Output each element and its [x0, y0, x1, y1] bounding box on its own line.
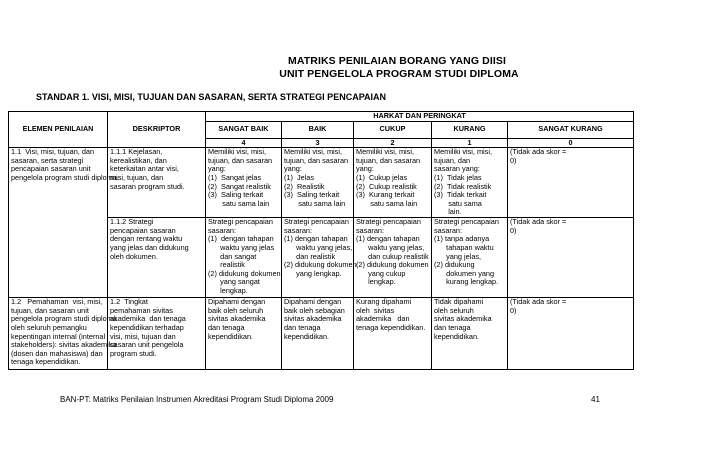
cell-line: 0) [510, 155, 517, 165]
cell-line: pencapaian sasaran unit [11, 164, 91, 174]
cell-line: Strategi pencapaian [356, 217, 421, 227]
score-2: 2 [354, 138, 432, 148]
score-3: 3 [282, 138, 354, 148]
cell-line: tujuan, dan [434, 155, 471, 165]
cell-line: (2) Cukup realistik [356, 181, 417, 191]
cell-line: 1.1.2 Strategi [110, 217, 154, 227]
cell-line: Dipahami dengan [208, 297, 266, 307]
page-number: 41 [591, 395, 600, 404]
cukup-cell [354, 218, 432, 298]
cell-line: yang lengkap. [284, 268, 342, 278]
cell-line: waktu yang jelas, [356, 242, 425, 252]
cell-line: dokumen yang [434, 268, 495, 278]
cell-line: (1) Jelas [284, 172, 315, 182]
document-title-line2: UNIT PENGELOLA PROGRAM STUDI DIPLOMA [279, 68, 519, 80]
assessment-matrix-table [8, 111, 634, 370]
kurang-cell [432, 218, 508, 298]
header-harkat-peringkat: HARKAT DAN PERINGKAT [206, 112, 634, 122]
cell-line: tenaga kependidikan. [11, 357, 81, 367]
cell-line: oleh dokumen. [110, 251, 158, 261]
header-deskriptor: DESKRIPTOR [108, 112, 206, 148]
cell-line: yang cukup [356, 268, 406, 278]
cell-line: (3) Tidak terkait [434, 190, 487, 200]
cell-line: 1.2 Pemahaman visi, misi, [11, 297, 103, 307]
cell-line: oleh seluruh pemangku [11, 322, 87, 332]
cell-line: kependidikan. [208, 331, 254, 341]
deskriptor-cell [108, 298, 206, 370]
cell-line: kependidikan. [434, 331, 480, 341]
cukup-cell [354, 298, 432, 370]
header-level-kurang: KURANG [432, 121, 508, 138]
cell-line: (3) Saling terkait [208, 190, 264, 200]
cell-line: dengan rentang waktu [110, 234, 183, 244]
cell-line: pengelola program studi diploma. [11, 172, 119, 182]
cell-line: dan tenaga [284, 322, 321, 332]
deskriptor-cell [108, 218, 206, 298]
cell-line: dan realistik [284, 251, 336, 261]
header-level-cukup: CUKUP [354, 121, 432, 138]
kurang-cell [432, 148, 508, 218]
standard-subtitle: STANDAR 1. VISI, MISI, TUJUAN DAN SASARAN, SERTA STRATEGI PENCAPAIAN [36, 92, 387, 102]
cell-line: Memiliki visi, misi, [208, 147, 266, 157]
score-0: 0 [508, 138, 634, 148]
cell-line: tujuan, dan sasaran [356, 155, 421, 165]
cell-line: (2) Tidak realistik [434, 181, 492, 191]
cell-line: sasaran yang: [434, 164, 480, 174]
cell-line: (dosen dan mahasiswa) dan [11, 348, 103, 358]
cell-line: 1.2 Tingkat [110, 297, 148, 307]
cell-line: Strategi pencapaian [284, 217, 349, 227]
sangat-baik-cell [206, 148, 282, 218]
cell-line: satu sama lain [356, 198, 418, 208]
cell-line: baik oleh sebagian [284, 305, 345, 315]
sangat-baik-cell [206, 298, 282, 370]
cell-line: (Tidak ada skor = [510, 147, 567, 157]
cell-line: dan tenaga [208, 322, 245, 332]
cell-line: kependidikan terhadap [110, 322, 184, 332]
cell-line: satu sama lain [284, 198, 346, 208]
table-row [9, 298, 634, 370]
cell-line: sivitas akademika [284, 314, 342, 324]
cell-line: (1) Tidak jelas [434, 172, 482, 182]
cell-line: lain. [434, 207, 462, 217]
cell-line: dan cukup realistik [356, 251, 429, 261]
cell-line: yang jelas dan didukung [110, 242, 189, 252]
cell-line: (1) tanpa adanya [434, 234, 490, 244]
cell-line: (2) didukung dokumen [284, 260, 357, 270]
cell-line: yang: [356, 164, 374, 174]
cell-line: (3) Kurang terkait [356, 190, 415, 200]
cell-line: kurang lengkap. [434, 277, 499, 287]
deskriptor-cell [108, 148, 206, 218]
score-1: 1 [432, 138, 508, 148]
cell-line: sasaran, serta strategi [11, 155, 84, 165]
baik-cell [282, 298, 354, 370]
baik-cell [282, 148, 354, 218]
cell-line: tahapan waktu [434, 242, 494, 252]
cell-line: visi, misi, tujuan dan [110, 331, 176, 341]
cell-line: 1.1.1 Kejelasan, [110, 147, 163, 157]
cell-line: sivitas akademika [434, 314, 492, 324]
cell-line: 1.1 Visi, misi, tujuan, dan [11, 147, 95, 157]
cell-line: (1) Sangat jelas [208, 172, 262, 182]
cell-line: Tidak dipahami [434, 297, 484, 307]
cell-line: waktu yang jelas, [284, 242, 353, 252]
cell-line: pengelola program studi diploma [11, 314, 117, 324]
cell-line: (2) didukung dokumen [208, 268, 281, 278]
cell-line: waktu yang jelas [208, 242, 275, 252]
elemen-cell [9, 297, 117, 370]
header-level-sangat-baik: SANGAT BAIK [206, 121, 282, 138]
cell-line: tenaga kependidikan. [356, 322, 426, 332]
document-title-line1: MATRIKS PENILAIAN BORANG YANG DIISI [288, 55, 506, 67]
cell-line: yang sangat [208, 277, 260, 287]
cell-line: oleh seluruh [434, 305, 474, 315]
sangat-kurang-cell [508, 148, 634, 218]
cell-line: sivitas akademika [208, 314, 266, 324]
cell-line: (2) didukung dokumen [356, 260, 429, 270]
header-level-sangat-kurang: SANGAT KURANG [508, 121, 634, 138]
cell-line: sasaran: [434, 225, 462, 235]
cell-line: (1) dengan tahapan [284, 234, 348, 244]
cell-line: kepentingan internal (internal [11, 331, 106, 341]
cell-line: (Tidak ada skor = [510, 217, 567, 227]
cell-line: sasaran: [284, 225, 312, 235]
cell-line: (2) didukung [434, 260, 475, 270]
cell-line: satu sama lain [208, 198, 270, 208]
header-elemen-penilaian: ELEMEN PENILAIAN [9, 112, 108, 148]
cell-line: (3) Saling terkait [284, 190, 340, 200]
cell-line: stakeholders): sivitas akademika [11, 340, 117, 350]
cell-line: tujuan, dan sasaran [208, 155, 273, 165]
cell-line: kerealistikan, dan [110, 155, 167, 165]
score-4: 4 [206, 138, 282, 148]
cell-line: lengkap. [356, 277, 396, 287]
table-row [9, 148, 634, 218]
cell-line: baik oleh seluruh [208, 305, 264, 315]
cell-line: realistik [208, 260, 245, 270]
cell-line: oleh sivitas [356, 305, 395, 315]
cell-line: dan sangat [208, 251, 257, 261]
sangat-baik-cell [206, 218, 282, 298]
cell-line: pencapaian sasaran [110, 225, 176, 235]
cell-line: sasaran unit pengelola [110, 340, 184, 350]
cell-line: sasaran: [208, 225, 236, 235]
cell-line: keterkaitan antar visi, [110, 164, 179, 174]
cell-line: satu sama [434, 198, 482, 208]
kurang-cell [432, 298, 508, 370]
cell-line: yang: [284, 164, 302, 174]
cell-line: Dipahami dengan [284, 297, 342, 307]
cell-line: tujuan, dan sasaran unit [11, 305, 89, 315]
baik-cell [282, 217, 357, 298]
cell-line: sasaran: [356, 225, 384, 235]
cell-line: tujuan, dan sasaran [284, 155, 349, 165]
cell-line: (1) dengan tahapan [208, 234, 274, 244]
cell-line: yang jelas, [434, 251, 482, 261]
cell-line: Memiliki visi, misi, [284, 147, 342, 157]
cell-line: (1) dengan tahapan [356, 234, 420, 244]
cell-line: (1) Cukup jelas [356, 172, 408, 182]
cell-line: (2) Sangat realistik [208, 181, 271, 191]
cell-line: pemahaman sivitas [110, 305, 173, 315]
sangat-kurang-cell [508, 298, 634, 370]
cell-line: dan tenaga [434, 322, 471, 332]
cell-line: (2) Realistik [284, 181, 325, 191]
cell-line: Kurang dipahami [356, 297, 412, 307]
cell-line: Strategi pencapaian [434, 217, 499, 227]
cell-line: Memiliki visi, misi, [434, 147, 492, 157]
cell-line: 0) [510, 305, 517, 315]
sangat-kurang-cell [508, 218, 634, 298]
cell-line: misi, tujuan, dan [110, 172, 164, 182]
cell-line: program studi. [110, 348, 157, 358]
cell-line: Memiliki visi, misi, [356, 147, 414, 157]
cell-line: akademika dan [356, 314, 410, 324]
cukup-cell [354, 148, 432, 218]
cell-line: lengkap. [208, 285, 248, 295]
cell-line: 0) [510, 225, 517, 235]
elemen-cell [9, 147, 119, 298]
page-footer: BAN-PT: Matriks Penilaian Instrumen Akreditasi Program Studi Diploma 2009 [60, 395, 334, 404]
cell-line: akademika dan tenaga [110, 314, 186, 324]
cell-line: yang: [208, 164, 226, 174]
cell-line: Strategi pencapaian [208, 217, 273, 227]
cell-line: sasaran program studi. [110, 181, 185, 191]
header-level-baik: BAIK [282, 121, 354, 138]
cell-line: kependidikan. [284, 331, 330, 341]
cell-line: (Tidak ada skor = [510, 297, 567, 307]
